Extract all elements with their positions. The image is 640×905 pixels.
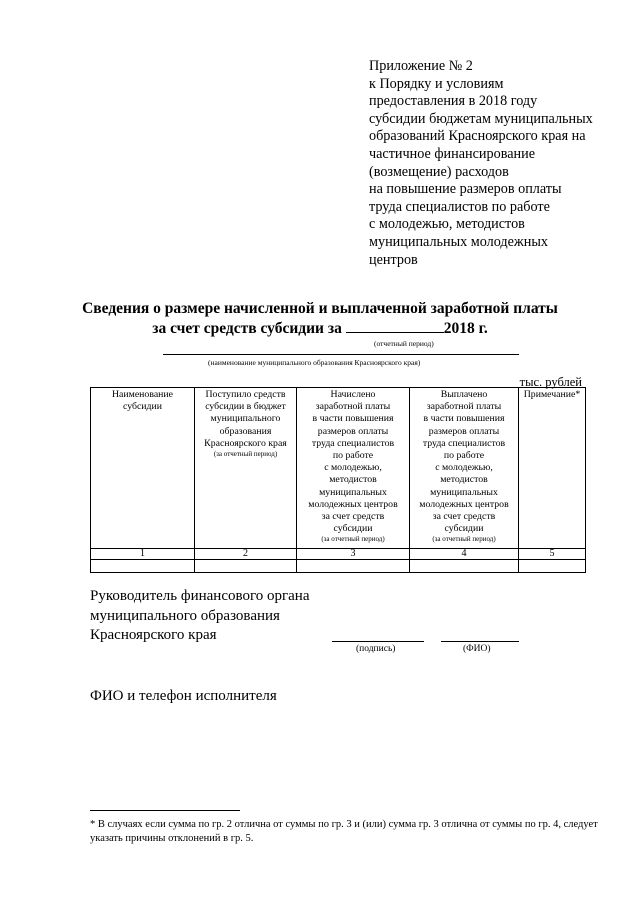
footnote: * В случаях если сумма по гр. 2 отлична от суммы по гр. 3 и (или) сумма гр. 3 отлична от суммы по гр. 4, следует указать причины отклонений в гр. 5. bbox=[90, 819, 598, 844]
appendix-line: муниципальных молодежных bbox=[369, 233, 548, 250]
signature-line: муниципального образования bbox=[90, 607, 280, 624]
table-row bbox=[91, 560, 586, 573]
signature-caption: (подпись) bbox=[356, 644, 396, 654]
appendix-line: (возмещение) расходов bbox=[369, 163, 509, 180]
municipality-hint: (наименование муниципального образования Красноярского края) bbox=[208, 358, 421, 367]
column-number: 2 bbox=[195, 549, 297, 560]
header-received: Поступило средств субсидии в бюджет муниципального образования Красноярского края (за отчетный период) bbox=[195, 388, 297, 549]
period-blank[interactable] bbox=[346, 319, 444, 333]
table-cell[interactable] bbox=[91, 560, 195, 573]
appendix-line: частичное финансирование bbox=[369, 145, 535, 162]
report-title-prefix: за счет средств субсидии за bbox=[152, 320, 342, 337]
report-title-suffix: 2018 г. bbox=[443, 320, 488, 337]
header-period-hint: (за отчетный период) bbox=[321, 535, 385, 544]
appendix-header bbox=[369, 58, 629, 269]
header-accrued: Начислено заработной платы в части повышения размеров оплаты труда специалистов по работе с молодежью, методистов муниципальных молодежных центров за счет средств субсидии (за отчетный период) bbox=[297, 388, 410, 549]
appendix-line: труда специалистов по работе bbox=[369, 198, 550, 215]
table-cell[interactable] bbox=[297, 560, 410, 573]
subsidy-table bbox=[90, 387, 586, 573]
signature-blank-line[interactable] bbox=[332, 641, 424, 642]
header-paid: Выплачено заработной платы в части повышения размеров оплаты труда специалистов по работе с молодежью, методистов муниципальных молодежных центров за счет средств субсидии (за отчетный период) bbox=[410, 388, 519, 549]
signature-block bbox=[90, 587, 310, 646]
header-subsidy-name: Наименование субсидии bbox=[91, 388, 195, 549]
header-note: Примечание* bbox=[519, 388, 586, 549]
appendix-line: на повышение размеров оплаты bbox=[369, 181, 562, 198]
column-number: 4 bbox=[410, 549, 519, 560]
units-label: тыс. рублей bbox=[519, 375, 582, 389]
table-cell[interactable] bbox=[410, 560, 519, 573]
appendix-line: образований Красноярского края на bbox=[369, 128, 586, 145]
table-header-row bbox=[91, 388, 586, 549]
report-title-line2 bbox=[0, 319, 640, 338]
period-hint: (отчетный период) bbox=[374, 339, 434, 348]
header-period-hint: (за отчетный период) bbox=[432, 535, 496, 544]
signature-line: Красноярского края bbox=[90, 627, 217, 643]
name-blank-line[interactable] bbox=[441, 641, 519, 642]
appendix-line: предоставления в 2018 году bbox=[369, 93, 538, 110]
name-caption: (ФИО) bbox=[463, 644, 491, 654]
appendix-line: субсидии бюджетам муниципальных bbox=[369, 110, 593, 127]
footnote-divider bbox=[90, 810, 240, 811]
column-number: 1 bbox=[91, 549, 195, 560]
report-title-line1: Сведения о размере начисленной и выплаченной заработной платы bbox=[82, 300, 558, 317]
column-number: 3 bbox=[297, 549, 410, 560]
column-number: 5 bbox=[519, 549, 586, 560]
header-period-hint: (за отчетный период) bbox=[213, 450, 278, 459]
signature-line: Руководитель финансового органа bbox=[90, 588, 310, 604]
appendix-line: центров bbox=[369, 251, 418, 268]
column-number-row bbox=[91, 549, 586, 560]
appendix-line: с молодежью, методистов bbox=[369, 216, 525, 233]
appendix-line: Приложение № 2 bbox=[369, 58, 473, 74]
executor-label: ФИО и телефон исполнителя bbox=[90, 688, 277, 704]
table-cell[interactable] bbox=[519, 560, 586, 573]
appendix-line: к Порядку и условиям bbox=[369, 75, 504, 92]
table-cell[interactable] bbox=[195, 560, 297, 573]
municipality-blank-line[interactable] bbox=[163, 354, 519, 355]
